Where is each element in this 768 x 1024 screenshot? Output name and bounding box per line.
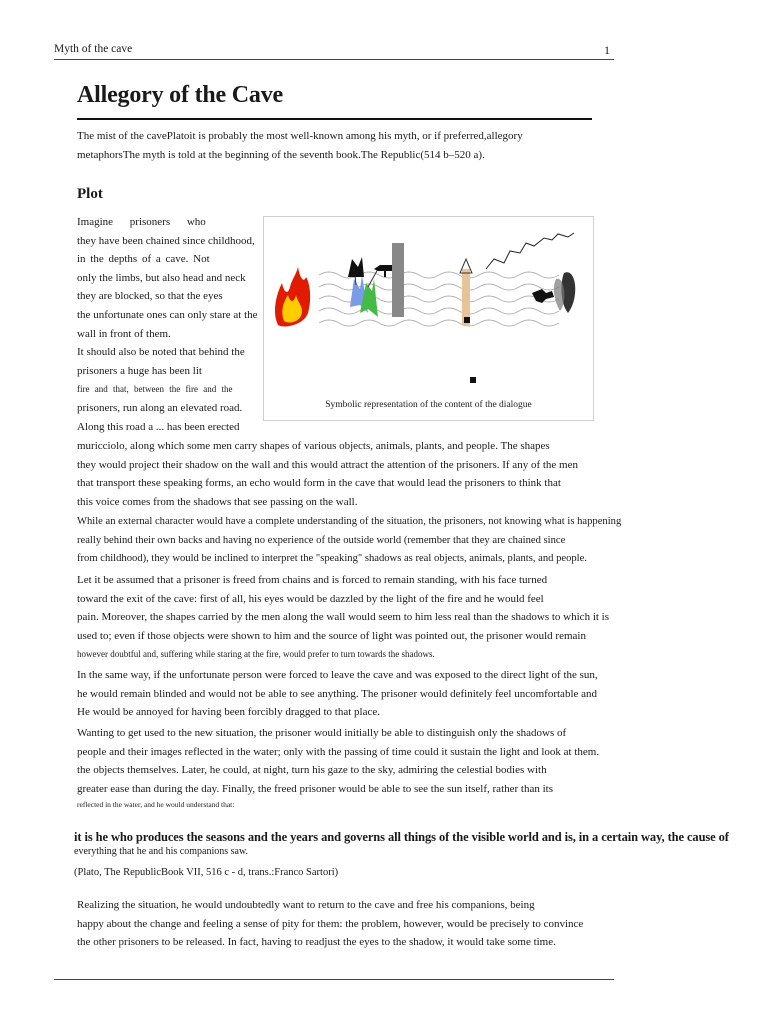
text-line: The mist of the cavePlatoit is probably the most well-known among his myth, or if preferred,allegory [77, 130, 523, 142]
text-line: fire and that, between the fire and the [77, 384, 233, 395]
header-rule [54, 59, 614, 60]
text-line: wall in front of them. [77, 327, 171, 340]
text-line: metaphorsThe myth is told at the beginning of the seventh book.The Republic(514 b–520 a). [77, 148, 485, 161]
text-line: they are blocked, so that the eyes [77, 290, 223, 303]
cave-illustration-drawing [264, 217, 593, 397]
figure-caption: Symbolic representation of the content of the dialogue [325, 400, 532, 410]
quote-citation: (Plato, The RepublicBook VII, 516 c - d, trans.:Franco Sartori) [74, 867, 339, 878]
text-line: Imagine prisoners who [77, 216, 206, 228]
quote-continuation: everything that he and his companions saw. [74, 846, 249, 857]
text-line: used to; even if those objects were shown to him and the source of light was pointed out, the prisoner would remain [77, 629, 586, 642]
text-line: however doubtful and, suffering while staring at the fire, would prefer to turn towards the shadows. [77, 649, 435, 660]
section-heading: Plot [77, 186, 103, 202]
running-header: Myth of the cave [54, 43, 133, 55]
text-line: Realizing the situation, he would undoubtedly want to return to the cave and free his companions, being [77, 899, 535, 911]
text-line: in the depths of a cave. Not [77, 253, 210, 266]
text-line: only the limbs, but also head and neck [77, 271, 246, 284]
text-line: Let it be assumed that a prisoner is freed from chains and is forced to remain standing, with his face turned [77, 574, 548, 586]
text-line: the objects themselves. Later, he could, at night, turn his gaze to the sky, admiring the celestial bodies with [77, 764, 547, 777]
text-line: muricciolo, along which some men carry shapes of various objects, animals, plants, and people. The shapes [77, 440, 550, 452]
text-line: Along this road a ... has been erected [77, 420, 240, 433]
title-rule [77, 118, 592, 120]
page-title: Allegory of the Cave [77, 82, 283, 108]
text-line: they have been chained since childhood, [77, 234, 255, 247]
sunlight-paragraph [77, 666, 622, 722]
text-line: It should also be noted that behind the [77, 346, 245, 359]
text-line: this voice comes from the shadows that see passing on the wall. [77, 495, 358, 508]
text-line: prisoners, run along an elevated road. [77, 401, 243, 414]
intro-paragraph [77, 127, 592, 164]
text-line: prisoners a huge has been lit [77, 364, 202, 377]
plot-continuation [77, 437, 592, 511]
text-line: really behind their own backs and having no experience of the outside world (remember that they are chained since [77, 534, 566, 546]
text-line: pain. Moreover, the shapes carried by the men along the wall would seem to him less real than the shadows to which it is [77, 611, 610, 624]
external-character-paragraph [77, 513, 622, 569]
text-line: He would be annoyed for having been forcibly dragged to that place. [77, 706, 381, 719]
text-line: the other prisoners to be released. In fact, having to readjust the eyes to the shadow, it would take some time. [77, 936, 556, 949]
text-line: In the same way, if the unfortunate person were forced to leave the cave and was exposed to the direct light of the sun, [77, 669, 598, 681]
text-line: they would project their shadow on the wall and this would attract the attention of the prisoners. If any of the men [77, 458, 578, 471]
text-line: toward the exit of the cave: first of all, his eyes would be dazzled by the light of the fire and he would feel [77, 592, 544, 605]
text-line: greater ease than during the day. Finally, the freed prisoner would be able to see the sun itself, rather than its [77, 782, 553, 795]
quote-bold-line: it is he who produces the seasons and the years and governs all things of the visible world and is, in a certain way, the cause of [74, 830, 729, 844]
text-line: While an external character would have a complete understanding of the situation, the prisoners, not knowing what is happening [77, 516, 622, 527]
footer-rule [54, 979, 614, 980]
cave-illustration [263, 216, 594, 421]
text-line: Wanting to get used to the new situation, the prisoner would initially be able to distinguish only the shadows of [77, 727, 567, 739]
plot-paragraph [77, 213, 265, 436]
adjustment-paragraph [77, 724, 622, 812]
text-line: people and their images reflected in the water; only with the passing of time could it sustain the light and look at them. [77, 745, 600, 758]
text-line: from childhood), they would be inclined to interpret the "speaking" shadows as real objects, animals, plants, and people. [77, 553, 587, 565]
page-number: 1 [604, 43, 610, 57]
return-paragraph [77, 896, 587, 952]
text-line: he would remain blinded and would not be able to see anything. The prisoner would definitely feel uncomfortable and [77, 687, 598, 700]
text-line: happy about the change and feeling a sense of pity for them: the problem, however, would be precisely to convince [77, 917, 584, 930]
text-line: reflected in the water, and he would understand that: [77, 800, 235, 810]
text-line: that transport these speaking forms, an echo would form in the cave that would lead the prisoners to think that [77, 477, 561, 490]
text-line: the unfortunate ones can only stare at the [77, 308, 258, 321]
freed-prisoner-paragraph [77, 571, 622, 664]
